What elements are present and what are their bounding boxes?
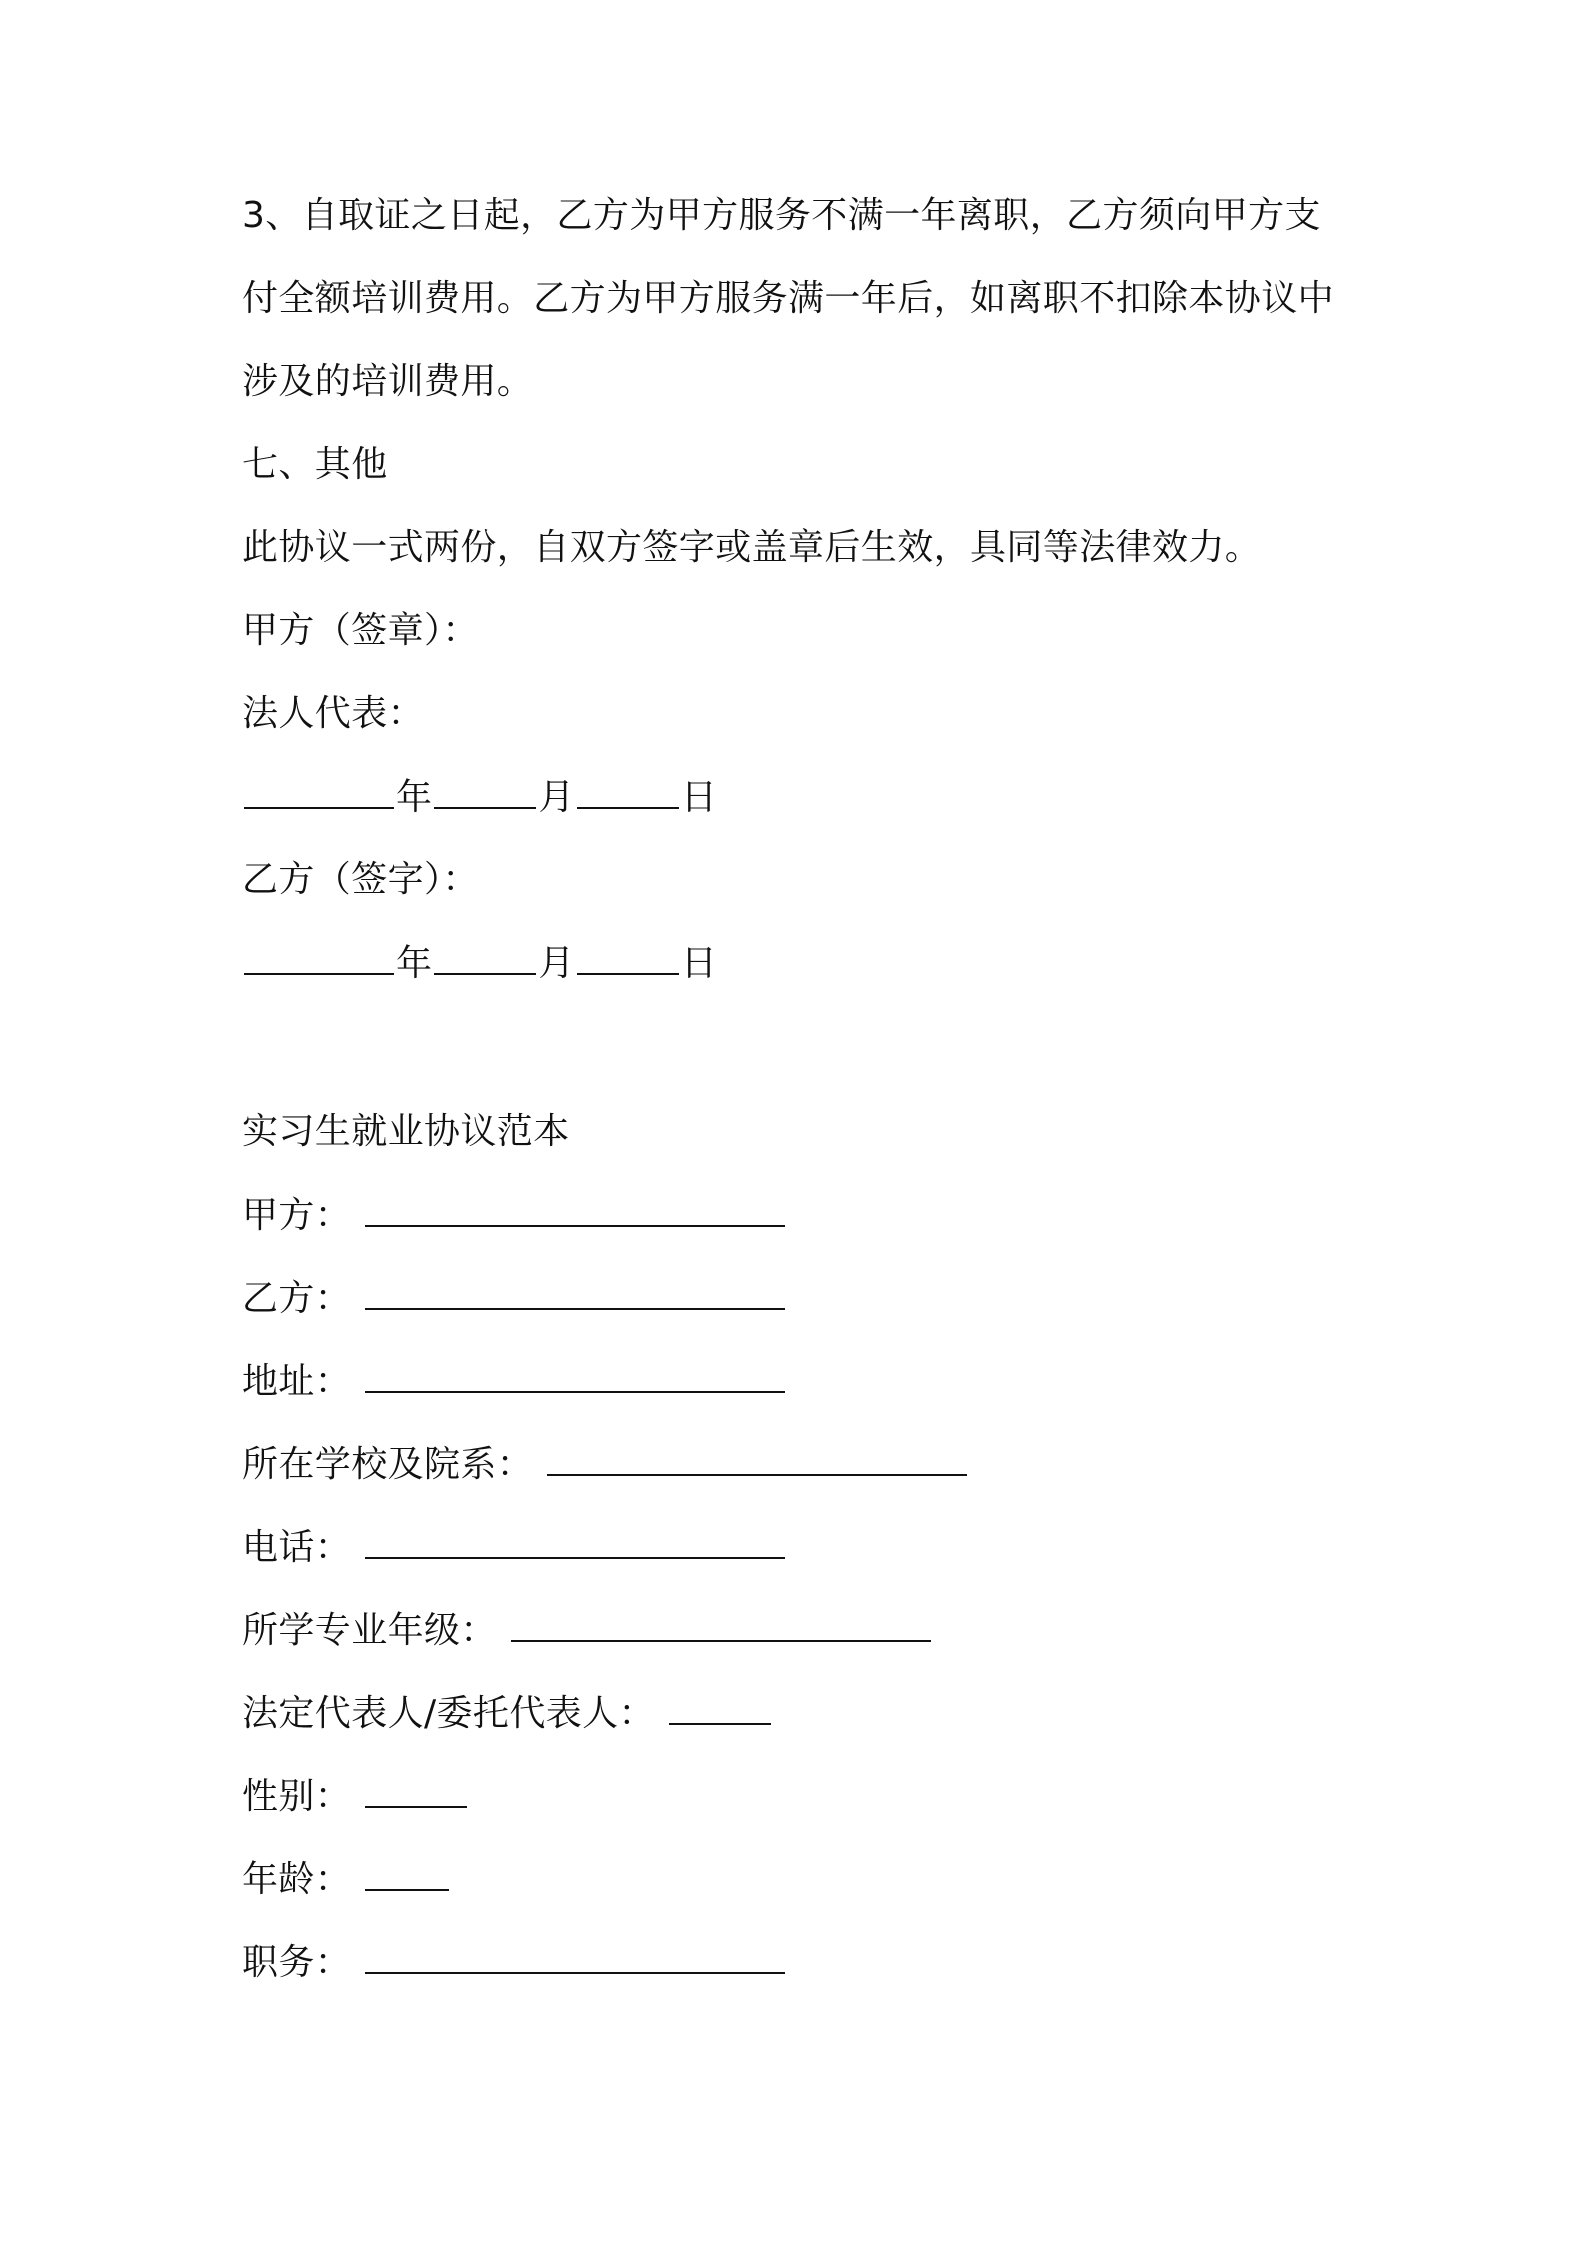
party-a-field xyxy=(242,1195,1402,1235)
party-b-blank[interactable] xyxy=(365,1278,785,1310)
year-blank[interactable] xyxy=(244,777,394,809)
party-b-date-line xyxy=(242,943,1402,983)
section-7-text: 此协议一式两份，自双方签字或盖章后生效，具同等法律效力。 xyxy=(242,527,1262,568)
school-blank[interactable] xyxy=(547,1444,967,1476)
major-blank[interactable] xyxy=(511,1610,931,1642)
day-blank[interactable] xyxy=(577,943,679,975)
year-label: 年 xyxy=(396,777,433,818)
day-blank[interactable] xyxy=(577,777,679,809)
party-a-date-line xyxy=(242,777,1402,817)
party-a-signature-label: 甲方（签章）： xyxy=(242,610,479,651)
party-b-label: 乙方： xyxy=(242,1278,352,1319)
gender-label: 性别： xyxy=(242,1776,352,1817)
representative-label: 法定代表人/委托代表人： xyxy=(242,1693,655,1734)
position-field xyxy=(242,1942,1402,1982)
clause-3-line-1: 3、自取证之日起，乙方为甲方服务不满一年离职，乙方须向甲方支 xyxy=(242,195,1321,236)
party-a-label: 甲方： xyxy=(242,1195,352,1236)
gender-blank[interactable] xyxy=(365,1776,467,1808)
section-7-heading: 七、其他 xyxy=(242,444,388,485)
clause-3-line-2: 付全额培训费用。乙方为甲方服务满一年后，如离职不扣除本协议中 xyxy=(242,278,1335,319)
school-field xyxy=(242,1444,1402,1484)
representative-blank[interactable] xyxy=(669,1693,771,1725)
position-blank[interactable] xyxy=(365,1942,785,1974)
phone-label: 电话： xyxy=(242,1527,352,1568)
age-label: 年龄： xyxy=(242,1859,352,1900)
address-blank[interactable] xyxy=(365,1361,785,1393)
document-page xyxy=(242,196,1402,2025)
major-label: 所学专业年级： xyxy=(242,1610,497,1651)
gender-field xyxy=(242,1776,1402,1816)
age-field xyxy=(242,1859,1402,1899)
position-label: 职务： xyxy=(242,1942,352,1983)
phone-blank[interactable] xyxy=(365,1527,785,1559)
month-label: 月 xyxy=(538,777,575,818)
party-a-blank[interactable] xyxy=(365,1195,785,1227)
representative-field xyxy=(242,1693,1402,1733)
year-blank[interactable] xyxy=(244,943,394,975)
month-blank[interactable] xyxy=(434,943,536,975)
school-label: 所在学校及院系： xyxy=(242,1444,534,1485)
month-blank[interactable] xyxy=(434,777,536,809)
party-b-signature-label: 乙方（签字）： xyxy=(242,859,479,900)
phone-field xyxy=(242,1527,1402,1567)
age-blank[interactable] xyxy=(365,1859,449,1891)
major-field xyxy=(242,1610,1402,1650)
clause-3-line-3: 涉及的培训费用。 xyxy=(242,361,534,402)
legal-rep-label: 法人代表： xyxy=(242,693,425,734)
day-label: 日 xyxy=(680,777,718,818)
address-field xyxy=(242,1361,1402,1401)
month-label: 月 xyxy=(538,943,575,984)
form-title: 实习生就业协议范本 xyxy=(242,1111,570,1152)
address-label: 地址： xyxy=(242,1361,352,1402)
year-label: 年 xyxy=(396,943,433,984)
party-b-field xyxy=(242,1278,1402,1318)
day-label: 日 xyxy=(680,943,718,984)
